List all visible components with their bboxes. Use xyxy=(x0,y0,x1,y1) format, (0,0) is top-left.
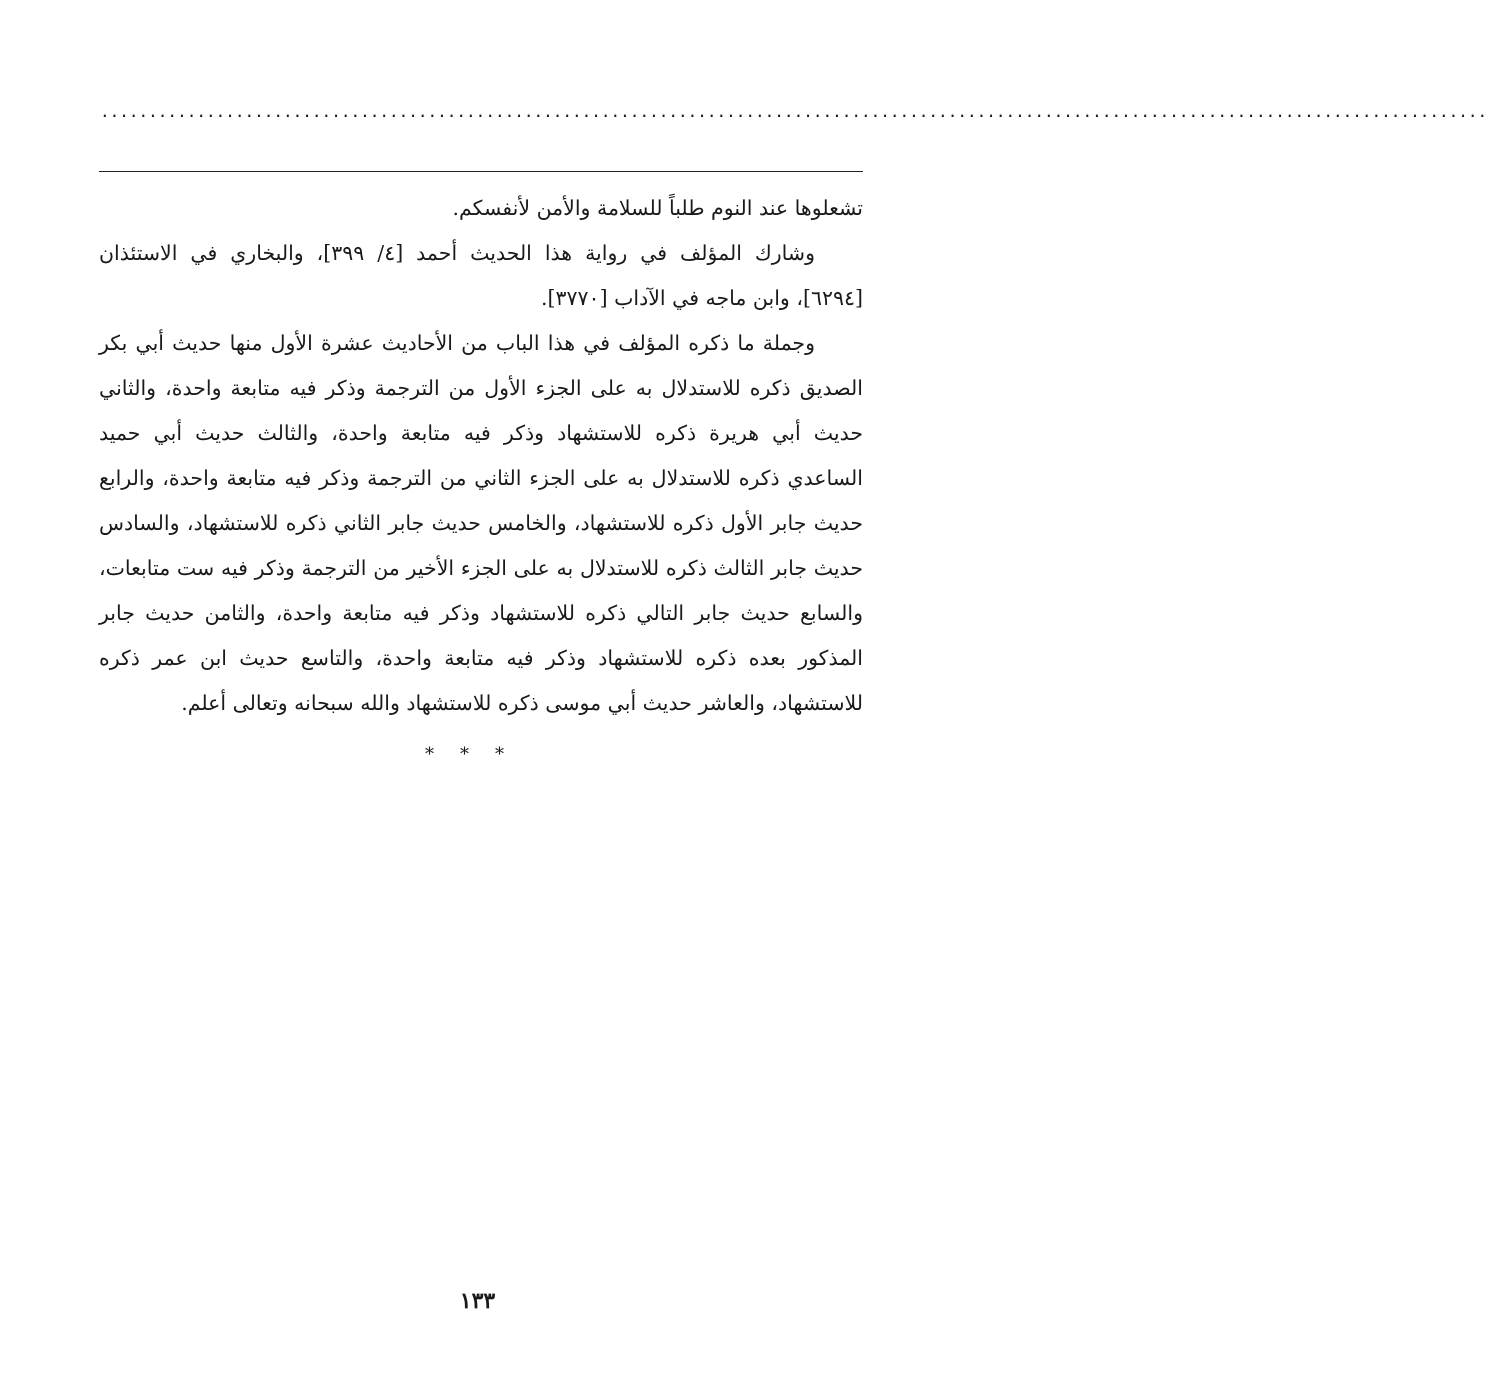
dotted-leader: ................................................................................................................................................ xyxy=(100,102,1487,121)
footnote-rule xyxy=(99,171,863,172)
paragraph-3: وجملة ما ذكره المؤلف في هذا الباب من الأحاديث عشرة الأول منها حديث أبي بكر الصديق ذكره للاستدلال به على الجزء الأول من الترجمة وذكر فيه متابعة واحدة، والثاني حديث أبي هريرة ذكره للاستشهاد وذكر فيه متابعة واحدة، والثالث حديث أبي حميد الساعدي ذكره للاستدلال به على الجزء الثاني من الترجمة وذكر فيه متابعة واحدة، والرابع حديث جابر الأول ذكره للاستشهاد، والخامس حديث جابر الثاني ذكره للاستشهاد، والسادس حديث جابر الثالث ذكره للاستدلال به على الجزء الأخير من الترجمة وذكر فيه ست متابعات، والسابع حديث جابر التالي ذكره للاستشهاد وذكر فيه متابعة واحدة، والثامن حديث جابر المذكور بعده ذكره للاستشهاد وذكر فيه متابعة واحدة، والتاسع حديث ابن عمر ذكره للاستشهاد، والعاشر حديث أبي موسى ذكره للاستشهاد والله سبحانه وتعالى أعلم. xyxy=(99,331,863,715)
section-separator: *** xyxy=(425,744,530,765)
paragraph-2: وشارك المؤلف في رواية هذا الحديث أحمد [٤/ ٣٩٩]، والبخاري في الاستئذان [٦٢٩٤]، وابن ماجه في الآداب [٣٧٧٠]. xyxy=(99,241,863,310)
main-text xyxy=(99,186,863,726)
paragraph-1: تشعلوها عند النوم طلباً للسلامة والأمن لأنفسكم. xyxy=(452,196,863,220)
page-number: ١٣٣ xyxy=(459,1288,496,1314)
